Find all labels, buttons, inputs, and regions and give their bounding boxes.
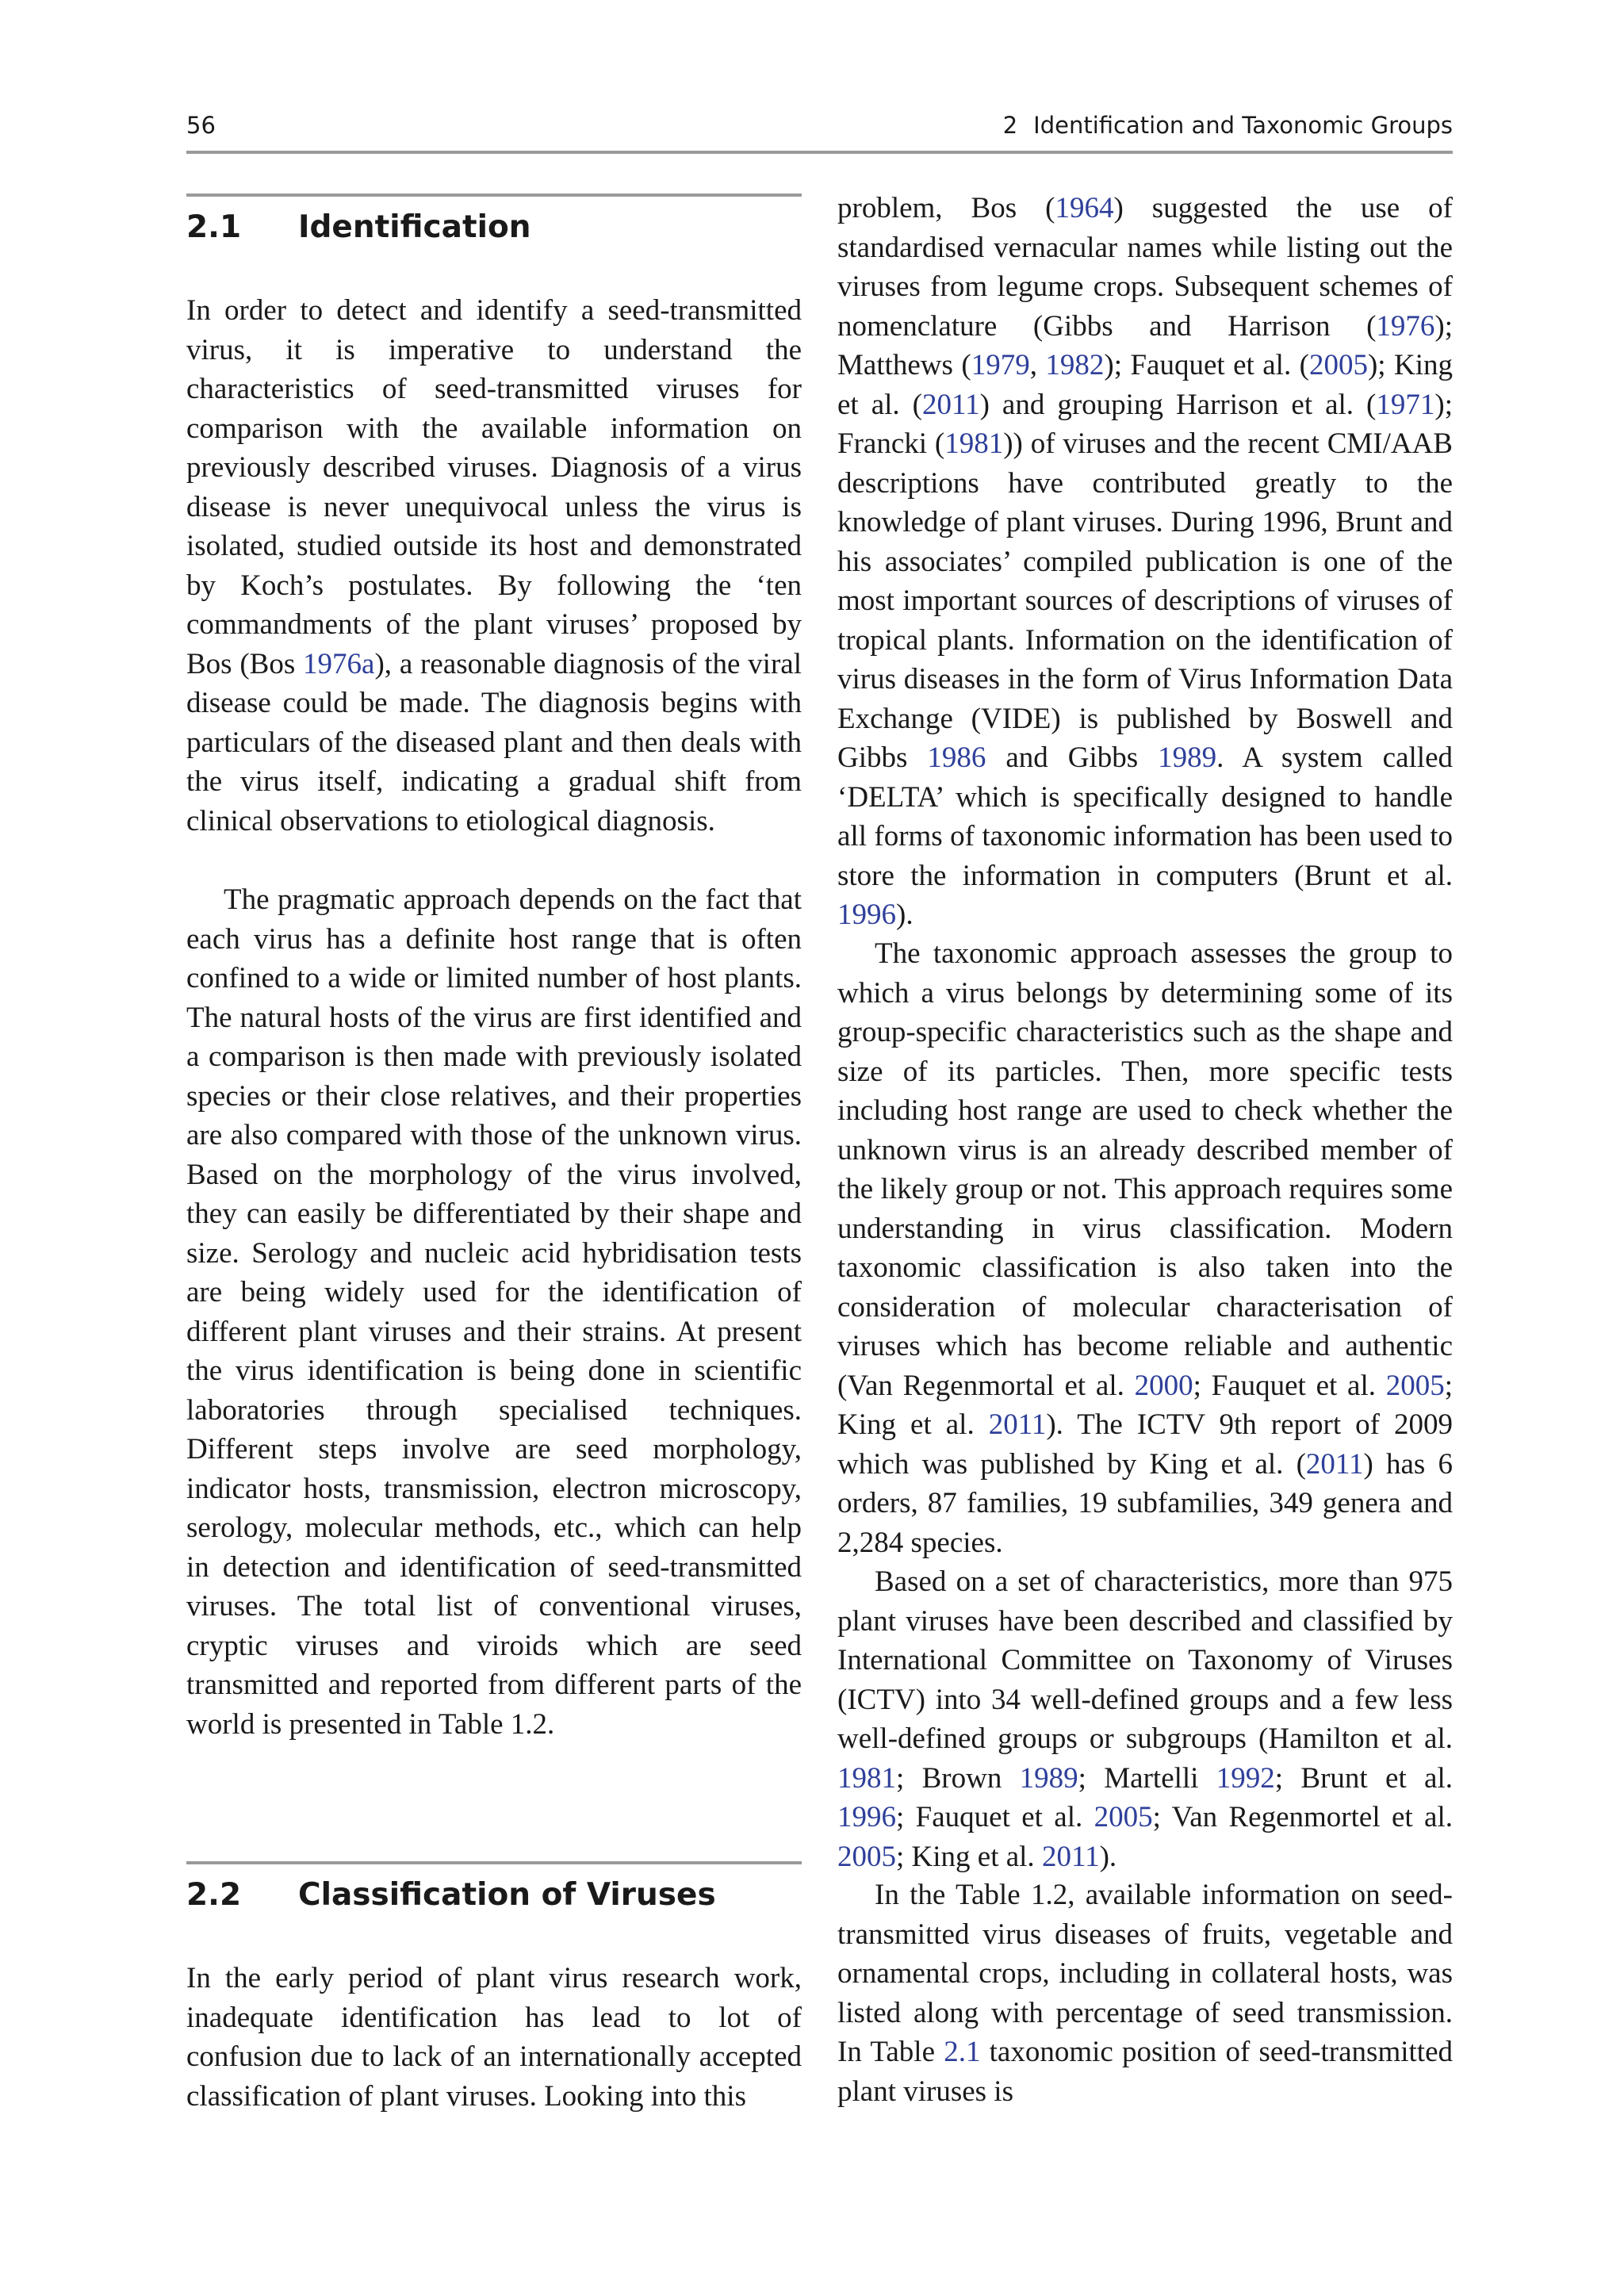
citation-link[interactable]: 1992: [1216, 1761, 1275, 1795]
citation-link[interactable]: 1989: [1158, 741, 1217, 774]
section-2-1-title: Identification: [298, 209, 531, 245]
paragraph-classification-1: In the early period of plant virus research work, inadequate identification has lead to lot of confusion due to lack of an internationally accepted classification of plant viruses. Looking into this: [186, 1962, 802, 2113]
citation-link[interactable]: 1981: [837, 1761, 896, 1795]
citation-link[interactable]: 1964: [1055, 192, 1114, 224]
citation-link[interactable]: 2011: [921, 388, 980, 421]
section-2-1-number: 2.1: [186, 209, 242, 245]
running-head-chapter-number: 2: [1002, 112, 1018, 139]
citation-link[interactable]: 2005: [837, 1840, 896, 1873]
citation-link[interactable]: 1976a: [303, 647, 375, 680]
page-number: 56: [186, 112, 216, 139]
citation-link[interactable]: 1996: [837, 898, 896, 931]
paragraph-identification-2: The pragmatic approach depends on the fact that each virus has a definite host range that is often confined to a wide or limited number of host plants. The natural hosts of the virus are first identified and a comparison is then made with previously isolated species or their close relatives, and their properties are also compared with those of the unknown virus. Based on the morphology of the virus involved, they can easily be differentiated by their shape and size. Serology and nucleic acid hybridisation tests are being widely used for the identification of different plant viruses and their strains. At present the virus identification is being done in scientific laboratories through specialised techniques. Different steps involve are seed morphology, indicator hosts, transmission, electron microscopy, serology, molecular methods, etc., which can help in detection and identification of seed-transmitted viruses. The total list of conventional viruses, cryptic viruses and viroids which are seed transmitted and reported from different parts of the world is presented in Table 1.2.: [186, 883, 802, 1741]
citation-link[interactable]: 1981: [944, 427, 1004, 460]
paragraph-identification-1: In order to detect and identify a seed-transmitted virus, it is imperative to understand the characteristics of seed-transmitted viruses for comparison with the available information on previously described viruses. Diagnosis of a virus disease is never unequivocal unless the virus is isolated, studied outside its host and demonstrated by Koch’s postulates. By following the ‘ten commandments of the plant viruses’ proposed by Bos (Bos 1976a), a reasonable diagnosis of the viral disease could be made. The diagnosis begins with particulars of the diseased plant and then deals with the virus itself, indicating a gradual shift from clinical observations to etiological diagnosis.: [186, 294, 802, 837]
paragraph-classification-2: problem, Bos (1964) suggested the use of standardised vernacular names while listing out the viruses from legume crops. Subsequent schemes of nomenclature (Gibbs and Harrison (1976); Matthews (1979, 1982); Fauquet et al. (2005); King et al. (2011) and grouping Harrison et al. (1971); Francki (1981)) of viruses and the recent CMI/AAB descriptions have contributed greatly to the knowledge of plant viruses. During 1996, Brunt and his associates’ compiled publication is one of the most important sources of descriptions of viruses of tropical plants. Information on the identification of virus diseases in the form of Virus Information Data Exchange (VIDE) is published by Boswell and Gibbs 1986 and Gibbs 1989. A system called ‘DELTA’ which is specifically designed to handle all forms of taxonomic information has been used to store the information in computers (Brunt et al. 1996).: [837, 192, 1454, 931]
citation-link[interactable]: 1976: [1376, 309, 1435, 343]
citation-link[interactable]: 2005: [1094, 1801, 1153, 1833]
citation-link[interactable]: 1979: [971, 349, 1030, 381]
citation-link[interactable]: 1996: [837, 1801, 896, 1833]
page-header: [186, 108, 1453, 143]
paragraph-classification-3: The taxonomic approach assesses the group to which a virus belongs by determining some of its group-specific characteristics such as the shape and size of its particles. Then, more specific tests including host range are used to check whether the unknown virus is an already described member of the likely group or not. This approach requires some understanding in virus classification. Modern taxonomic classification is also taken into the consideration of molecular characterisation of viruses which has become reliable and authentic (Van Regenmortal et al. 2000; Fauquet et al. 2005; King et al. 2011). The ICTV 9th report of 2009 which was published by King et al. (2011) has 6 orders, 87 families, 19 subfamilies, 349 genera and 2,284 species.: [837, 937, 1454, 1559]
section-2-2-rule: [186, 1861, 802, 1864]
paragraph-classification-5: In the Table 1.2, available information on seed-transmitted virus diseases of fruits, vegetable and ornamental crops, including in collateral hosts, was listed along with percentage of seed transmission. In Table 2.1 taxonomic position of seed-transmitted plant viruses is: [837, 1879, 1453, 2108]
running-head-chapter-title: Identification and Taxonomic Groups: [1033, 112, 1453, 139]
section-2-1-rule: [186, 193, 802, 197]
citation-link[interactable]: 2000: [1134, 1369, 1193, 1402]
citation-link[interactable]: 2005: [1308, 349, 1368, 381]
section-2-2-number: 2.2: [186, 1877, 242, 1913]
section-2-1-heading: [186, 208, 802, 247]
citation-link[interactable]: 1971: [1376, 388, 1435, 421]
citation-link[interactable]: 2005: [1385, 1369, 1445, 1402]
citation-link[interactable]: 1989: [1019, 1761, 1078, 1795]
citation-link[interactable]: 1986: [927, 741, 986, 774]
citation-link[interactable]: 2011: [988, 1408, 1047, 1441]
citation-link[interactable]: 2011: [1305, 1447, 1364, 1481]
table-reference-link[interactable]: 2.1: [944, 2036, 981, 2068]
section-2-2-title: Classification of Viruses: [298, 1877, 716, 1913]
citation-link[interactable]: 1982: [1045, 349, 1105, 381]
paragraph-classification-4: Based on a set of characteristics, more than 975 plant viruses have been described and classified by International Committee on Taxonomy of Viruses (ICTV) into 34 well-defined groups and a few less well-defined groups or subgroups (Hamilton et al. 1981; Brown 1989; Martelli 1992; Brunt et al. 1996; Fauquet et al. 2005; Van Regenmortel et al. 2005; King et al. 2011).: [837, 1565, 1454, 1873]
citation-link[interactable]: 2011: [1041, 1840, 1100, 1873]
section-2-2-heading: [186, 1875, 802, 1915]
running-head: [1003, 108, 1453, 143]
header-rule: [186, 151, 1453, 154]
